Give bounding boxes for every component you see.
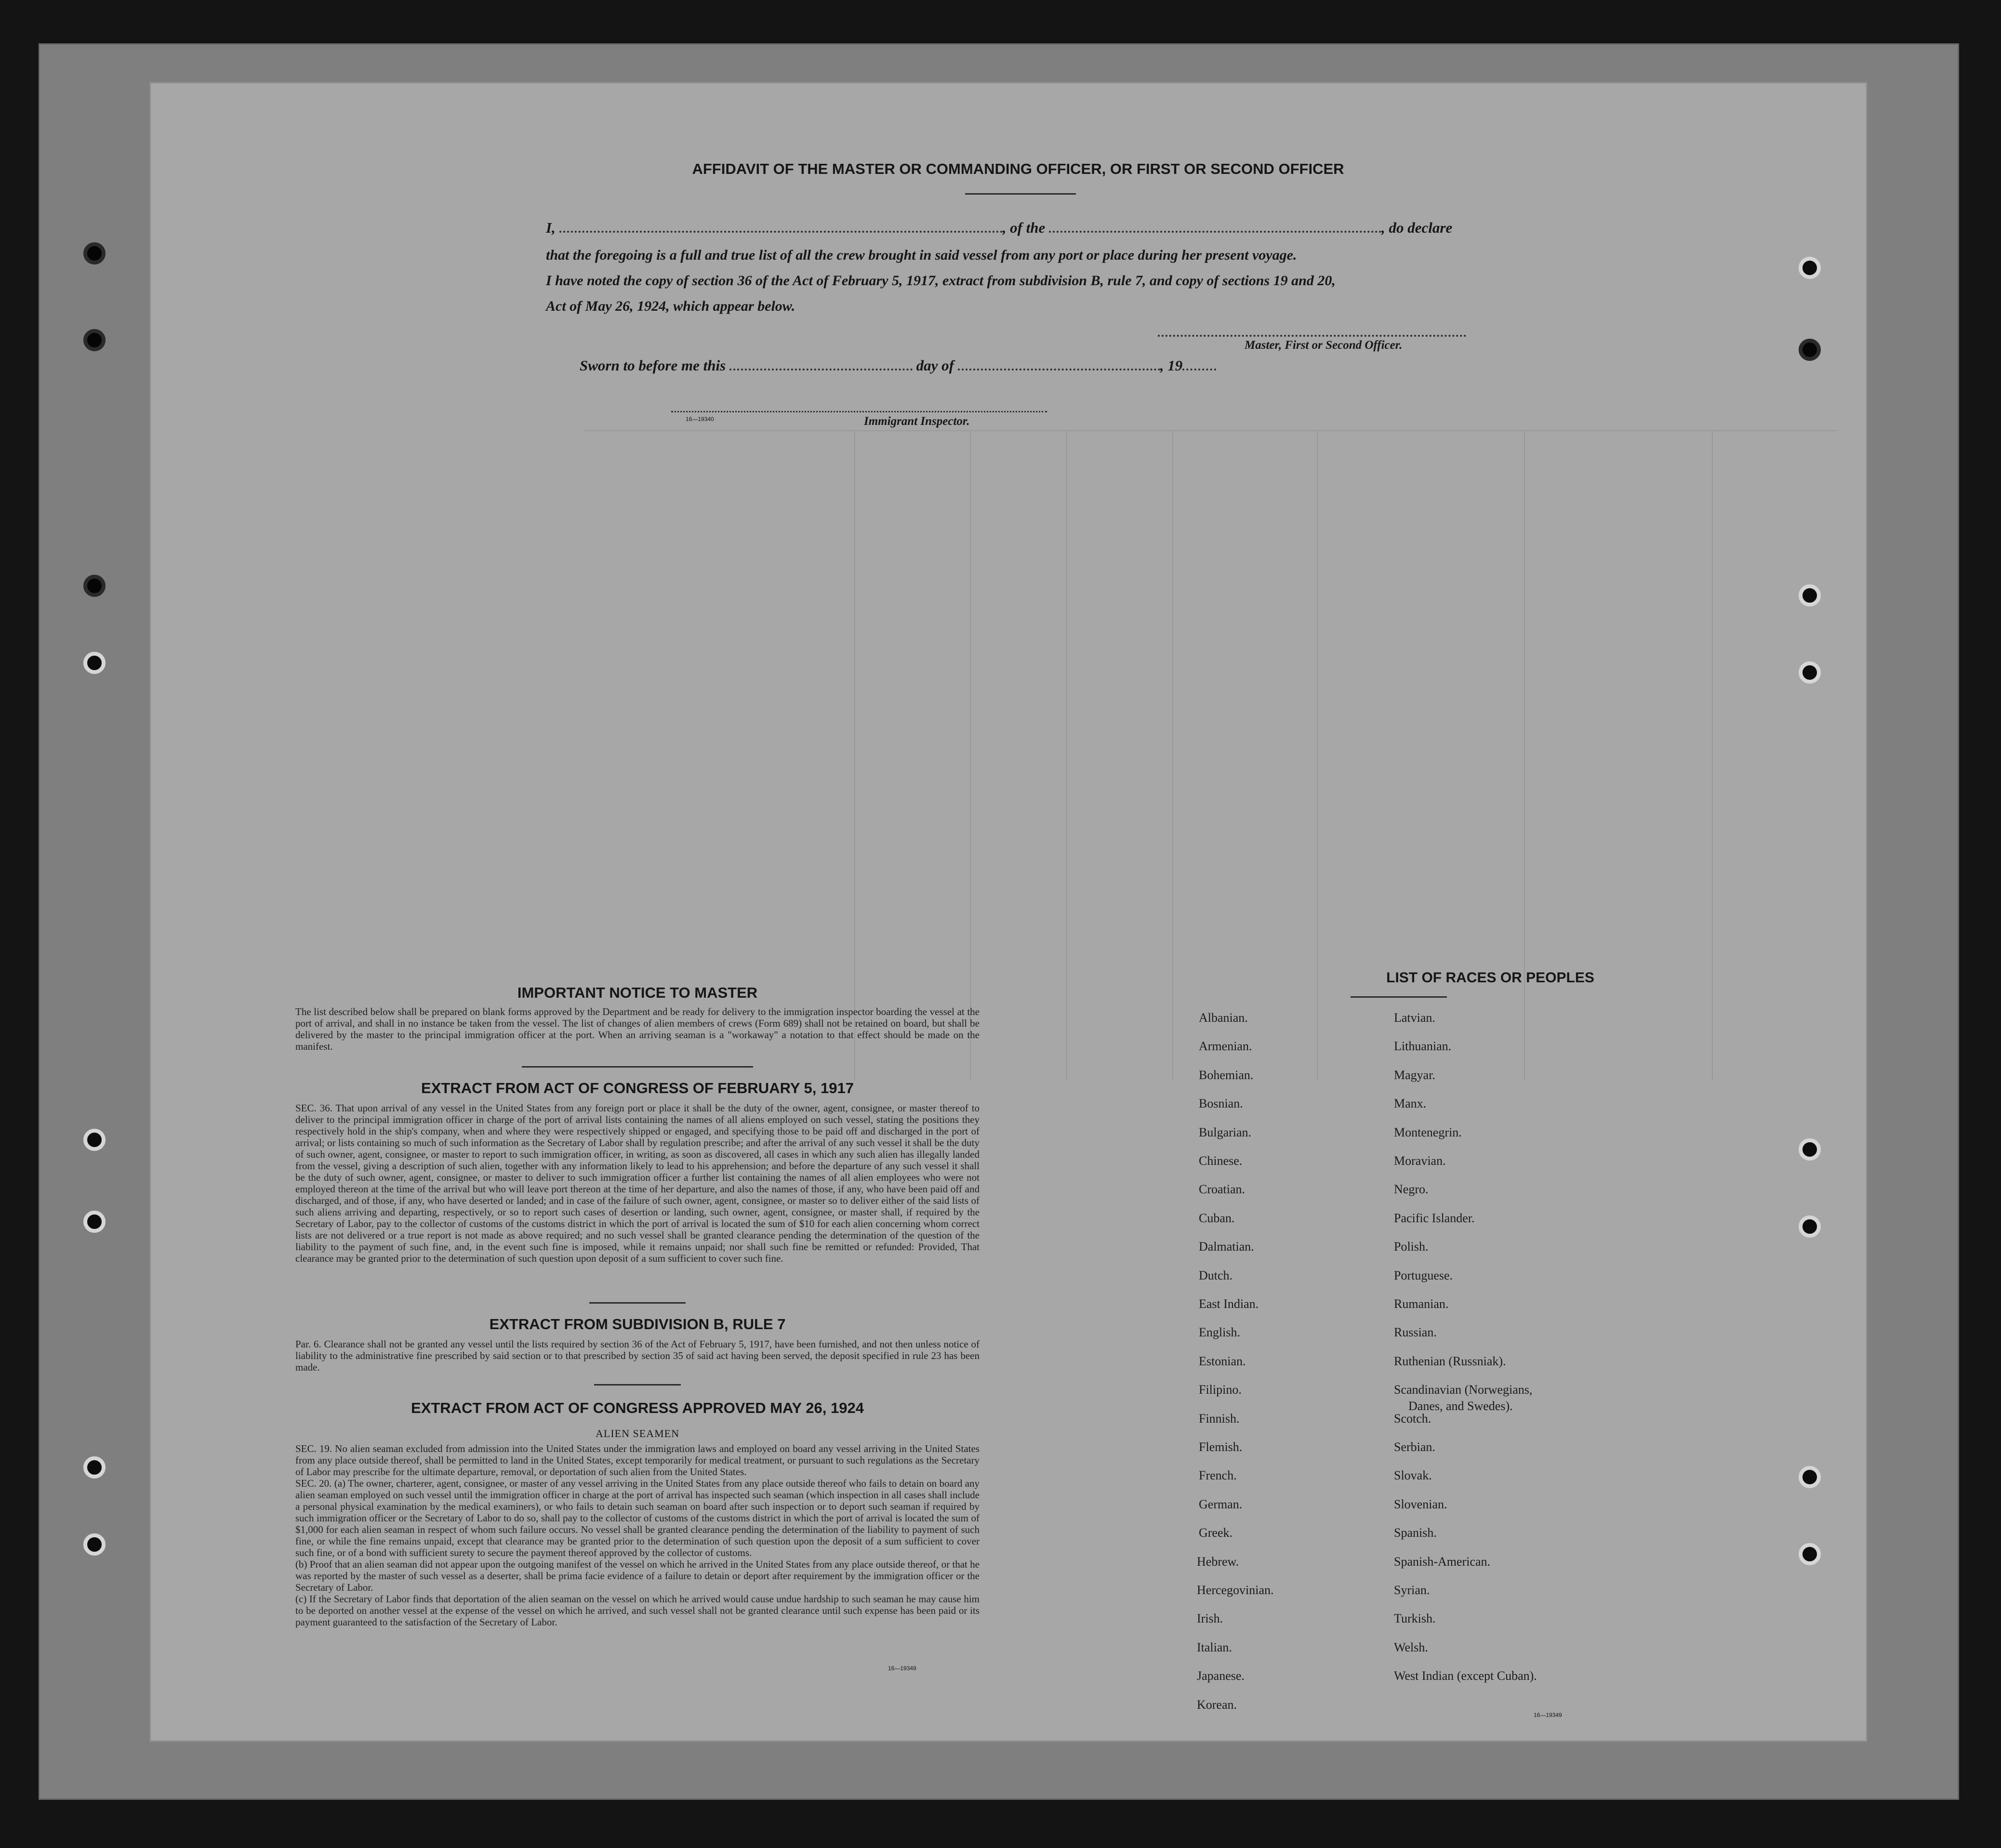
declarant-name-field[interactable] <box>559 230 1003 233</box>
signature-label: Master, First or Second Officer. <box>1245 339 1403 352</box>
sworn-month-field[interactable] <box>958 368 1160 370</box>
punch-hole <box>83 652 106 674</box>
sec20a-text: SEC. 20. (a) The owner, charterer, agent, consignee, or master of any vessel arriving in the United States from any place outside thereof who fails to detain on board any alien seaman employed on such vessel until the immigration officer in charge at the port of arrival has inspected such seaman (which inspection in all cases shall include a personal physical examination by the medical examiners), or who fails to detain such seaman on board after such inspection or to deport such seaman if required by such immigration officer or the Secretary of Labor to do so, shall pay to the collector of customs of the customs district in which the port of arrival is located the sum of $1,000 for each alien seaman in respect of whom such failure occurs. No vessel shall be granted clearance pending the determination of the liability to payment of such fine, or while the fine remains unpaid, except that clearance may be granted prior to the determination of such question upon the deposit of a sum sufficient to cover such fine, or of a bond with sufficient surety to secure the payment thereof approved by the collector of customs. <box>295 1478 980 1558</box>
race-item: Armenian. <box>1199 1039 1252 1054</box>
sworn-year-field[interactable] <box>1182 368 1216 370</box>
races-title: LIST OF RACES OR PEOPLES <box>1386 970 1594 986</box>
race-item: Flemish. <box>1199 1440 1243 1454</box>
bleed-line <box>584 430 1837 431</box>
punch-hole <box>83 329 106 351</box>
race-item: Polish. <box>1394 1240 1429 1254</box>
bleed-line <box>970 430 971 1081</box>
sworn-line <box>580 357 1216 374</box>
race-item: East Indian. <box>1199 1297 1259 1311</box>
punch-hole <box>83 1533 106 1556</box>
punch-hole <box>1799 584 1821 607</box>
race-item: Welsh. <box>1394 1640 1428 1654</box>
bleed-line <box>854 430 855 1081</box>
race-item: Dutch. <box>1199 1268 1233 1282</box>
race-item: French. <box>1199 1468 1237 1483</box>
race-item: Russian. <box>1394 1325 1437 1340</box>
punch-hole <box>1799 257 1821 279</box>
punch-hole <box>83 575 106 597</box>
race-item: Spanish-American. <box>1394 1554 1491 1569</box>
race-item: Japanese. <box>1197 1669 1245 1683</box>
bleed-line <box>1172 430 1173 1081</box>
section-rule <box>522 1066 753 1068</box>
punch-hole <box>1799 661 1821 684</box>
signature-field[interactable] <box>1158 335 1466 337</box>
sworn-day-field[interactable] <box>729 368 913 370</box>
race-item: Scotch. <box>1394 1411 1431 1426</box>
punch-hole <box>1799 1215 1821 1238</box>
race-item: Latvian. <box>1394 1011 1435 1025</box>
race-item: Ruthenian (Russniak). <box>1394 1354 1506 1368</box>
race-item: Danes, and Swedes). <box>1408 1399 1513 1413</box>
race-item: Scandinavian (Norwegians, <box>1394 1383 1533 1397</box>
race-item: Spanish. <box>1394 1526 1437 1540</box>
affidavit-line-4: Act of May 26, 1924, which appear below. <box>546 298 795 314</box>
section-rule <box>1351 996 1447 998</box>
affidavit-page <box>149 82 1868 1742</box>
affidavit-title: AFFIDAVIT OF THE MASTER OR COMMANDING OFFICER, OR FIRST OR SECOND OFFICER <box>692 160 1344 177</box>
race-item: Manx. <box>1394 1096 1427 1111</box>
race-item: German. <box>1199 1497 1243 1511</box>
form-number: 16—19349 <box>888 1665 916 1672</box>
race-item: Cuban. <box>1199 1211 1235 1225</box>
affidavit-line-2: that the foregoing is a full and true list of all the crew brought in said vessel from any port or place during her present voyage. <box>546 247 1297 263</box>
affidavit-line-1 <box>546 219 1452 237</box>
race-item: Pacific Islander. <box>1394 1211 1475 1225</box>
sworn-prefix: Sworn to before me this <box>580 357 726 374</box>
race-item: Chinese. <box>1199 1154 1243 1168</box>
race-item: Dalmatian. <box>1199 1240 1254 1254</box>
affidavit-line-3: I have noted the copy of section 36 of the Act of February 5, 1917, extract from subdivision B, rule 7, and copy of sections 19 and 20, <box>546 273 1336 289</box>
title-rule <box>965 193 1076 195</box>
section-rule <box>589 1302 686 1304</box>
race-item: Syrian. <box>1394 1583 1430 1597</box>
inspector-signature-field[interactable] <box>671 411 1047 412</box>
extract-1917-text: SEC. 36. That upon arrival of any vessel in the United States from any foreign port or place it shall be the duty of the owner, agent, consignee, or master thereof to deliver to the principal immigration officer in charge of the port of arrival lists containing the names of all aliens employed on such vessel, stating the positions they respectively hold in the ship's company, when and where they were respectively shipped or engaged, and specifying those to be paid off and discharged in the port of arrival; or lists containing so much of such information as the Secretary of Labor shall by regulation prescribe; and after the arrival of any such vessel it shall be the duty of such owner, agent, consignee, or master to report to such immigration officer, in writing, as soon as discovered, all cases in which any such alien has illegally landed from the vessel, giving a description of such alien, together with any information likely to lead to his apprehension; and before the departure of any such vessel it shall be the duty of such owner, agent, consignee, or master to deliver to such immigration officer a further list containing the names of all alien employees who were not employed thereon at the time of the arrival but who will leave port thereon at the time of her departure, and also the names of those, if any, who have been paid off and discharged, and of those, if any, who have deserted or landed; and in case of the failure of such owner, agent, consignee, or master so to deliver either of the said lists of such aliens arriving and departing, respectively, or so to report such cases of desertion or landing, such owner, agent, consignee, or master shall, if required by the Secretary of Labor, pay to the collector of customs of the customs district in which the port of arrival is located the sum of $10 for each alien concerning whom correct lists are not delivered or a true report is not made as above required; and no such vessel shall be granted clearance pending the determination of the question of the liability to the payment of such fine, and, in the event such fine is imposed, while it remains unpaid; nor shall such fine be remitted or refunded: Provided, That clearance may be granted prior to the determination of such question upon deposit of a sum sufficient to cover such fine. <box>295 1102 980 1264</box>
punch-hole <box>83 1456 106 1478</box>
race-item: Albanian. <box>1199 1011 1248 1025</box>
race-item: Montenegrin. <box>1394 1125 1462 1139</box>
race-item: Croatian. <box>1199 1182 1246 1197</box>
race-item: Italian. <box>1197 1640 1232 1654</box>
rule7-text: Par. 6. Clearance shall not be granted any vessel until the lists required by section 36 of the Act of February 5, 1917, have been furnished, and not then unless notice of liability to the administrative fine prescribed by said section or to that prescribed by section 35 of said act having been served, the deposit specified in rule 23 has been made. <box>295 1338 980 1373</box>
bleed-line <box>1066 430 1067 1081</box>
race-item: Portuguese. <box>1394 1268 1453 1282</box>
race-item: Hebrew. <box>1197 1554 1239 1569</box>
year-prefix: , 19 <box>1160 357 1183 374</box>
inspector-label: Immigrant Inspector. <box>864 415 970 428</box>
race-item: Bohemian. <box>1199 1068 1254 1082</box>
section-rule <box>594 1384 681 1386</box>
extract-1924-body <box>295 1443 980 1628</box>
races-left-column <box>1197 1011 1401 1712</box>
race-item: Magyar. <box>1394 1068 1435 1082</box>
notice-title: IMPORTANT NOTICE TO MASTER <box>517 984 758 1001</box>
race-item: Hercegovinian. <box>1197 1583 1274 1597</box>
races-right-column <box>1394 1011 1625 1683</box>
sec20b-text: (b) Proof that an alien seaman did not appear upon the outgoing manifest of the vessel on which he arrived in the United States from any place outside thereof, or that he was reported by the master of such vessel as a deserter, shall be prima facie evidence of a failure to detain or deport after requirement by the immigration officer or the Secretary of Labor. <box>295 1558 980 1593</box>
notice-text: The list described below shall be prepared on blank forms approved by the Department and be ready for delivery to the immigration inspector boarding the vessel at the port of arrival, and shall in no instance be taken from the vessel. The list of changes of alien members of crews (Form 689) shall not be retained on board, but shall be delivered by the master to the principal immigration officer at the port. When an arriving seaman is a "workaway" a notation to that effect should be made on the manifest. <box>295 1006 980 1052</box>
race-item: West Indian (except Cuban). <box>1394 1669 1537 1683</box>
race-item: Turkish. <box>1394 1611 1436 1626</box>
extract-1924-title: EXTRACT FROM ACT OF CONGRESS APPROVED MAY 26, 1924 <box>411 1399 864 1416</box>
punch-hole <box>1799 339 1821 361</box>
form-number: 16—19340 <box>686 416 714 422</box>
punch-hole <box>1799 1466 1821 1488</box>
of-the-label: , of the <box>1002 219 1046 236</box>
race-item: Greek. <box>1199 1526 1233 1540</box>
declarant-prefix: I, <box>546 219 556 236</box>
race-item: Bulgarian. <box>1199 1125 1252 1139</box>
race-item: Estonian. <box>1199 1354 1246 1368</box>
do-declare-label: , do declare <box>1381 219 1453 236</box>
sec19-text: SEC. 19. No alien seaman excluded from admission into the United States under the immigration laws and employed on board any vessel arriving in the United States from any place outside thereof, shall be permitted to land in the United States, except temporarily for medical treatment, or pursuant to such regulations as the Secretary of Labor may prescribe for the ultimate departure, removal, or deportation of such alien from the United States. <box>295 1443 980 1478</box>
race-item: Finnish. <box>1199 1411 1240 1426</box>
extract-1917-title: EXTRACT FROM ACT OF CONGRESS OF FEBRUARY 5, 1917 <box>421 1080 854 1096</box>
day-of-label: day of <box>916 357 954 374</box>
race-item: Slovak. <box>1394 1468 1432 1483</box>
form-number: 16—19349 <box>1534 1712 1562 1718</box>
race-item: Korean. <box>1197 1697 1237 1712</box>
vessel-name-field[interactable] <box>1049 230 1381 233</box>
race-item: Bosnian. <box>1199 1096 1243 1111</box>
race-item: Slovenian. <box>1394 1497 1447 1511</box>
punch-hole <box>83 1129 106 1151</box>
race-item: English. <box>1199 1325 1240 1340</box>
race-item: Rumanian. <box>1394 1297 1449 1311</box>
race-item: Filipino. <box>1199 1383 1242 1397</box>
rule7-title: EXTRACT FROM SUBDIVISION B, RULE 7 <box>489 1316 786 1333</box>
race-item: Lithuanian. <box>1394 1039 1452 1054</box>
punch-hole <box>1799 1138 1821 1161</box>
race-item: Moravian. <box>1394 1154 1446 1168</box>
race-item: Serbian. <box>1394 1440 1435 1454</box>
punch-hole <box>83 242 106 264</box>
race-item: Negro. <box>1394 1182 1429 1197</box>
sec20c-text: (c) If the Secretary of Labor finds that deportation of the alien seaman on the vessel on which he arrived would cause undue hardship to such seaman he may cause him to be deported on another vessel at the expense of the vessel on which he arrived, and such vessel shall not be granted clearance until such expense has been paid or its payment guaranteed to the satisfaction of the Secretary of Labor. <box>295 1593 980 1628</box>
punch-hole <box>83 1211 106 1233</box>
punch-hole <box>1799 1543 1821 1565</box>
race-item: Irish. <box>1197 1611 1223 1626</box>
alien-seamen-heading: ALIEN SEAMEN <box>596 1427 679 1439</box>
